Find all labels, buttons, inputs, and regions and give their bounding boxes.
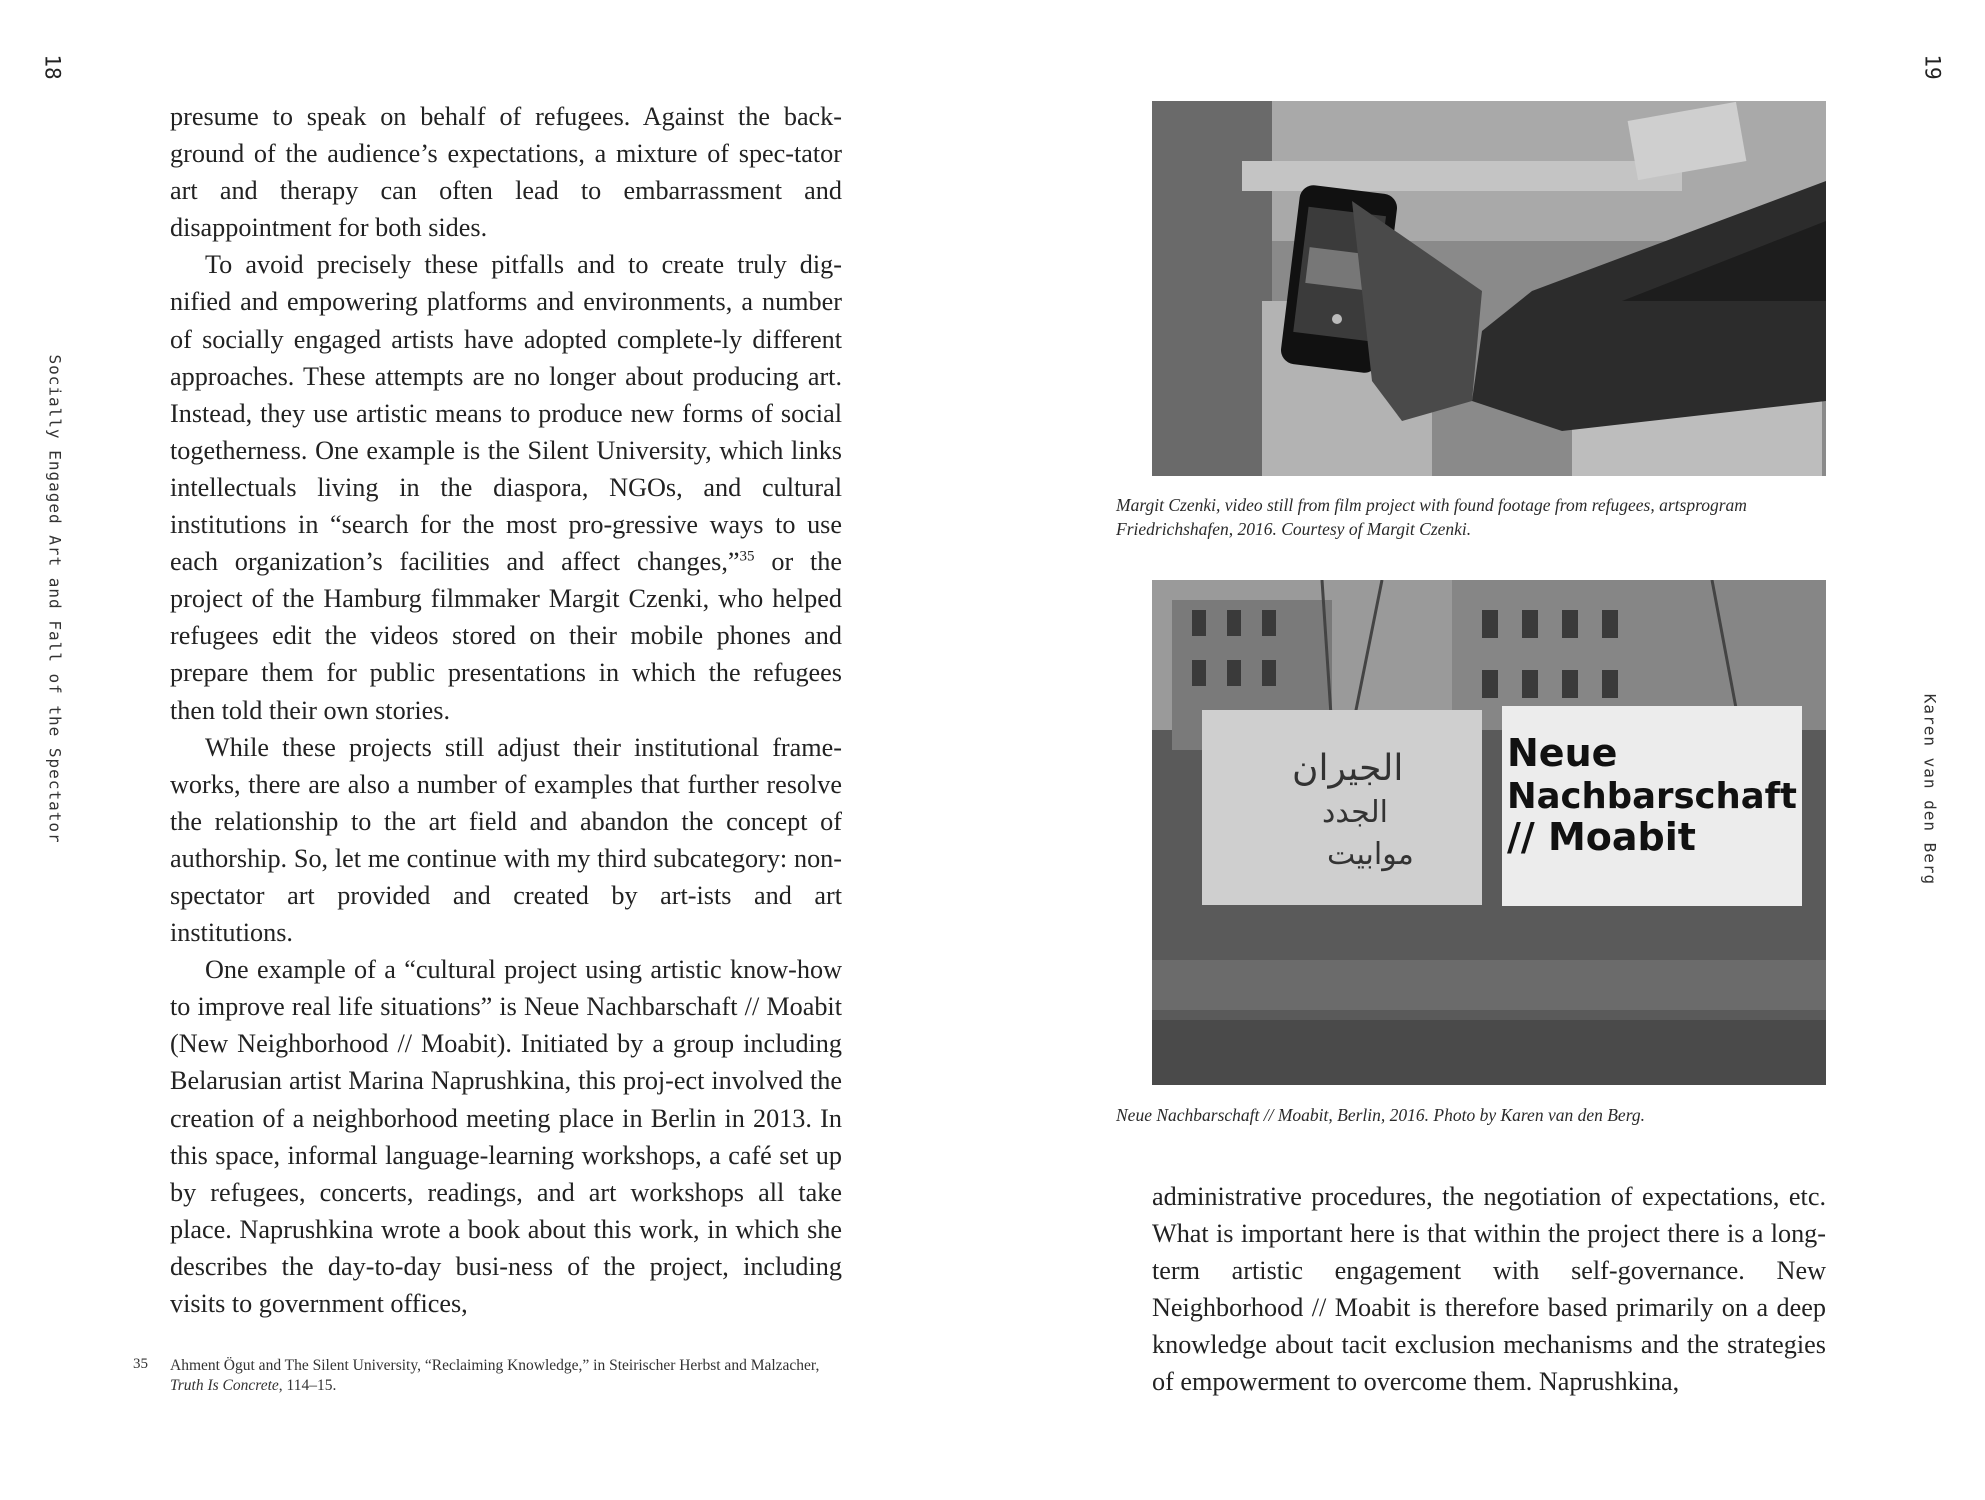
arabic-line: الجدد xyxy=(1322,795,1388,830)
right-body-text xyxy=(1152,1178,1826,1401)
sign-photo-image xyxy=(1152,580,1826,1085)
sign-line: Neue xyxy=(1507,731,1618,775)
footnote-title: Truth Is Concrete xyxy=(170,1377,279,1394)
running-head-right: Karen van den Berg xyxy=(1920,693,1940,886)
paragraph: administrative procedures, the negotiation of expectations, etc. What is important here is that within the project there is a long-term artistic engagement with self-governance. New Neighborhood // Moabit is therefore based primarily on a deep knowledge about tacit exclusion mechanisms and the strategies of empowerment to overcome them. Naprushkina, xyxy=(1152,1182,1826,1397)
arabic-line: موابيت xyxy=(1327,837,1414,872)
sign-line: Nachbarschaft xyxy=(1507,776,1797,817)
left-body-text xyxy=(170,98,842,1322)
footnote-number: 35 xyxy=(133,1356,148,1372)
paragraph: To avoid precisely these pitfalls and to create truly dig-nified and empowering platforms and environments, a number of socially engaged artists have adopted complete-ly different approaches. These attempts are no longer about producing art. Instead, they use artistic means to produce new forms of social togetherness. One example is the Silent University, which links intellectuals living in the diaspora, NGOs, and cultural institutions in “search for the most pro-gressive ways to use each organization’s facilities and affect changes,”$^{35}$ or the project of the Hamburg filmmaker Margit Czenki, who helped refugees edit the videos stored on their mobile phones and prepare them for public presentations in which the refugees then told their own stories. xyxy=(170,250,842,725)
page-number-right: 19 xyxy=(1920,54,1945,80)
paragraph: One example of a “cultural project using artistic know-how to improve real life situations” is Neue Nachbarschaft // Moabit (New Neighborhood // Moabit). Initiated by a group including Belarusian artist Marina Naprushkina, this proj-ect involved the creation of a neighborhood meeting place in Berlin in 2013. In this space, informal language-learning workshops, a café set up by refugees, concerts, readings, and art workshops all take place. Naprushkina wrote a book about this work, in which she describes the day-to-day busi-ness of the project, including visits to government offices, xyxy=(170,955,842,1318)
paragraph: While these projects still adjust their institutional frame-works, there are also a number of examples that further resolve the relationship to the art field and abandon the concept of authorship. So, let me continue with my third subcategory: non-spectator art provided and created by art-ists and art institutions. xyxy=(170,732,842,948)
page-number-left: 18 xyxy=(40,54,65,80)
figure-caption: Margit Czenki, video still from film project with found footage from refugees, artsprogram Friedrichshafen, 2016. Courtesy of Margit Czenki. xyxy=(1116,495,1747,539)
footnote: Ahment Ögut and The Silent University, “Reclaiming Knowledge,” in Steirischer Herbst and Malzacher, Truth Is Concrete, 114–15. xyxy=(170,1357,820,1394)
figure-sign-photo xyxy=(1152,580,1826,1085)
phone-photo-image xyxy=(1152,101,1826,476)
running-head-left: Socially Engaged Art and Fall of the Spectator xyxy=(45,354,65,844)
figure-caption: Neue Nachbarschaft // Moabit, Berlin, 2016. Photo by Karen van den Berg. xyxy=(1116,1105,1645,1125)
paragraph: presume to speak on behalf of refugees. Against the back-ground of the audience’s expectations, a mixture of spec-tator art and therapy can often lead to embarrassment and disappointment for both sides. xyxy=(170,102,842,243)
figure-phone-photo xyxy=(1152,101,1826,476)
sign-line: // Moabit xyxy=(1507,815,1696,859)
footnote-ref[interactable]: 35 xyxy=(739,548,755,565)
arabic-line: الجيران xyxy=(1292,748,1404,789)
